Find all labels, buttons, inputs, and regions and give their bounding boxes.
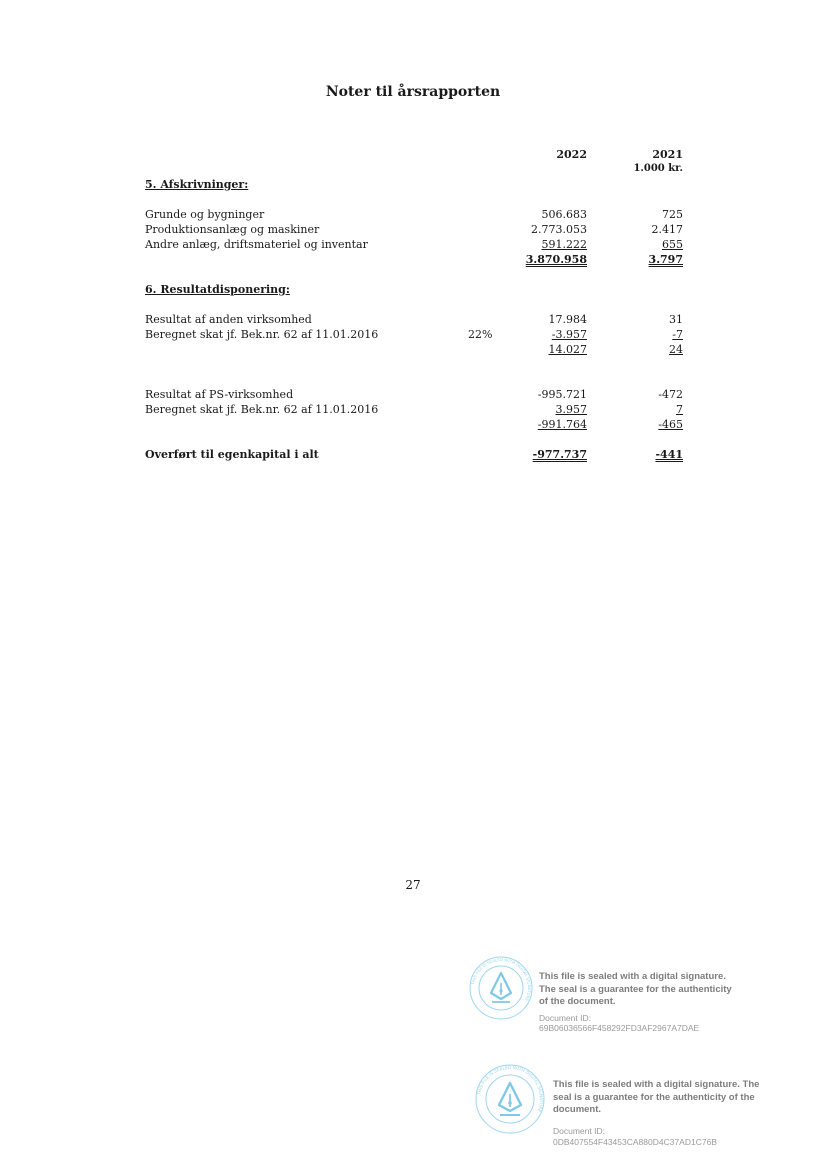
seal-doc-id-label: Document ID:	[539, 1013, 591, 1023]
note6-subtotal-current: 14.027	[548, 343, 587, 356]
note6-row-current: -3.957	[551, 328, 587, 341]
tax-rate: 22%	[468, 328, 493, 341]
note6-row-label: Beregnet skat jf. Bek.nr. 62 af 11.01.2016	[145, 328, 379, 341]
seal-doc-id: 69B06036566F458292FD3AF2967A7DAE	[539, 1023, 700, 1033]
seal-text: This file is sealed with a digital signature. The seal is a guarantee for the authenticity of the document.	[539, 971, 732, 1007]
page-title: Noter til årsrapporten	[325, 84, 501, 100]
svg-text:THIS FILE IS SEALED WITH DIGIT: THIS FILE IS SEALED WITH DIGITAL SIGNATURE	[477, 1065, 544, 1113]
page-number: 27	[405, 878, 421, 892]
note5-row-prior: 725	[662, 208, 683, 221]
note5-row-current: 591.222	[541, 238, 587, 251]
note5-row-label: Grunde og bygninger	[145, 208, 265, 221]
note5-row-label: Andre anlæg, driftsmateriel og inventar	[145, 238, 368, 251]
note5-row-current: 2.773.053	[531, 223, 587, 236]
seal-doc-id-label: Document ID:	[553, 1126, 605, 1136]
note6-row-current: 3.957	[555, 403, 587, 416]
digital-seal-icon	[474, 1063, 546, 1135]
note6-subtotal-current: -991.764	[537, 418, 587, 431]
note6-row-current: -995.721	[537, 388, 587, 401]
seal-text: This file is sealed with a digital signature. The seal is a guarantee for the authenticity of the document.	[553, 1079, 760, 1115]
note6-row-label: Beregnet skat jf. Bek.nr. 62 af 11.01.2016	[145, 403, 379, 416]
note5-row-prior: 2.417	[651, 223, 683, 236]
svg-text:THIS FILE IS SEALED WITH DIGIT: THIS FILE IS SEALED WITH DIGITAL SIGNATURE	[470, 956, 533, 1003]
note6-row-label: Resultat af PS-virksomhed	[145, 388, 294, 401]
note6-heading: 6. Resultatdisponering:	[145, 283, 290, 296]
note6-row-prior: -7	[672, 328, 683, 341]
note6-row-current: 17.984	[548, 313, 587, 326]
note6-row-prior: 7	[676, 403, 683, 416]
digital-seal-icon	[468, 955, 534, 1021]
note6-subtotal-prior: -465	[658, 418, 683, 431]
grand-total-prior: -441	[655, 448, 683, 461]
column-header-2022: 2022	[556, 148, 587, 161]
note6-row-label: Resultat af anden virksomhed	[145, 313, 312, 326]
seal-doc-id: 0DB407554F43453CA880D4C37AD1C76B	[553, 1137, 717, 1147]
note5-total-current: 3.870.958	[525, 253, 587, 266]
note6-row-prior: -472	[658, 388, 683, 401]
note5-heading: 5. Afskrivninger:	[145, 178, 249, 191]
grand-total-label: Overført til egenkapital i alt	[145, 448, 319, 461]
note5-row-current: 506.683	[541, 208, 587, 221]
note5-row-label: Produktionsanlæg og maskiner	[145, 223, 320, 236]
note6-row-prior: 31	[669, 313, 683, 326]
note5-row-prior: 655	[662, 238, 683, 251]
note6-subtotal-prior: 24	[669, 343, 683, 356]
column-header-2021: 2021	[652, 148, 683, 161]
column-unit-label: 1.000 kr.	[633, 163, 683, 174]
note5-total-prior: 3.797	[648, 253, 683, 266]
grand-total-current: -977.737	[532, 448, 587, 461]
